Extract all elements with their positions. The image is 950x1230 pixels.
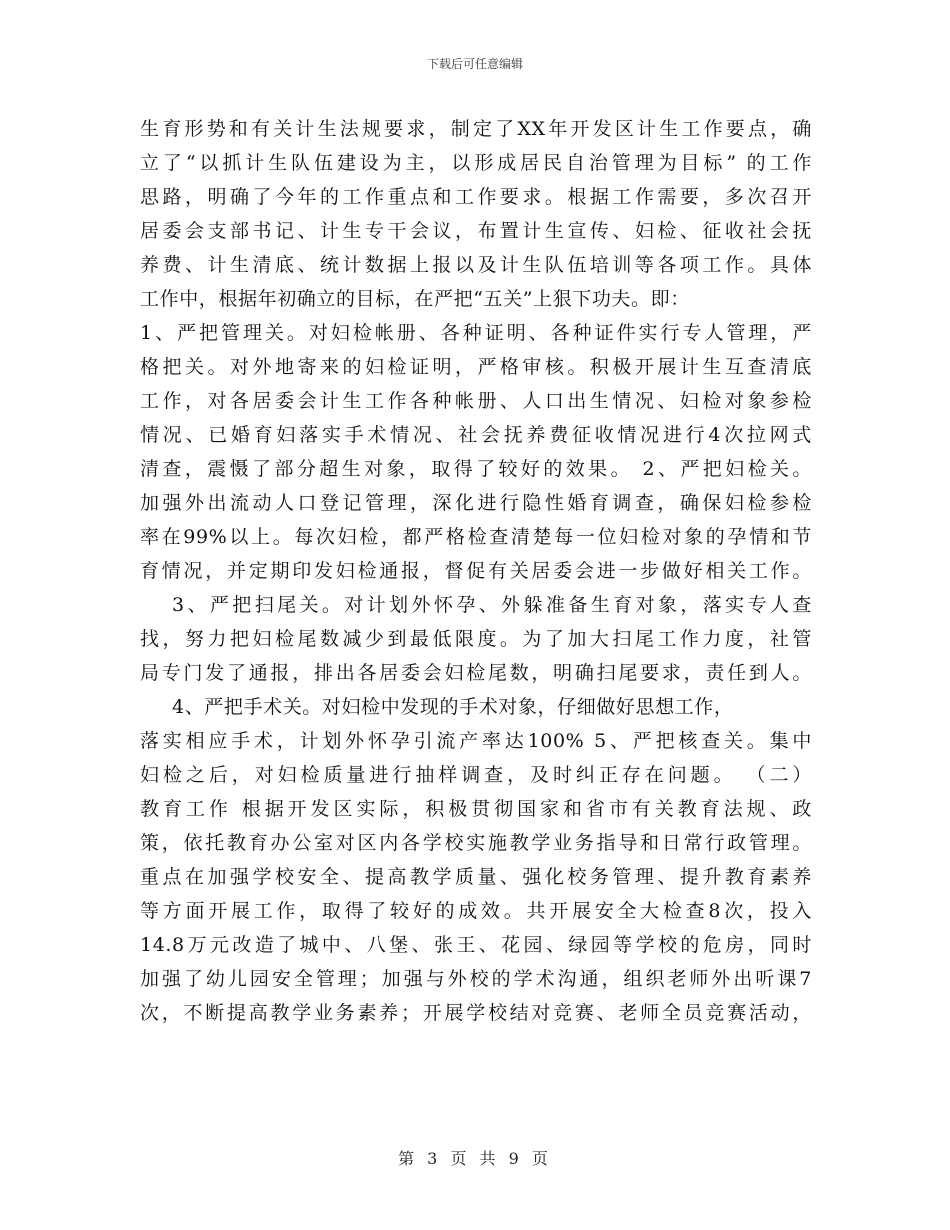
- body-line: 4、严把手术关。对妇检中发现的手术对象，仔细做好思想工作，: [172, 696, 734, 718]
- body-line: 3、严把扫尾关。对计划外怀孕、外躲准备生育对象，落实专人查: [172, 594, 812, 616]
- body-line: 加强了幼儿园安全管理；加强与外校的学术沟通，组织老师外出听课7: [140, 968, 812, 990]
- body-line: 落实相应手术，计划外怀孕引流产率达100% 5、严把核查关。集中: [140, 730, 812, 752]
- body-line: 等方面开展工作，取得了较好的成效。共开展安全大检查8次，投入: [140, 900, 812, 922]
- body-line: 率在99%以上。每次妇检，都严格检查清楚每一位妇检对象的孕情和节: [140, 526, 812, 548]
- body-line: 14.8万元改造了城中、八堡、张王、花园、绿园等学校的危房，同时: [140, 934, 812, 956]
- page-number: 第 3 页 共 9 页: [398, 1149, 552, 1168]
- body-line: 工作中，根据年初确立的目标，在严把“五关”上狠下功夫。即：: [140, 288, 690, 310]
- body-line: 养费、计生清底、统计数据上报以及计生队伍培训等各项工作。具体: [140, 254, 812, 276]
- body-line: 育情况，并定期印发妇检通报，督促有关居委会进一步做好相关工作。: [140, 560, 812, 582]
- body-line: 清查，震慑了部分超生对象，取得了较好的效果。 2、严把妇检关。: [140, 458, 812, 480]
- body-line: 教育工作 根据开发区实际，积极贯彻国家和省市有关教育法规、政: [140, 798, 812, 820]
- body-line: 重点在加强学校安全、提高教学质量、强化校务管理、提升教育素养: [140, 866, 812, 888]
- body-text: [140, 112, 812, 1030]
- body-line: 妇检之后，对妇检质量进行抽样调查，及时纠正存在问题。 （二）: [140, 764, 812, 786]
- body-line: 加强外出流动人口登记管理，深化进行隐性婚育调查，确保妇检参检: [140, 492, 812, 514]
- page-header-note: 下载后可任意编辑: [426, 57, 523, 71]
- body-line: 格把关。对外地寄来的妇检证明，严格审核。积极开展计生互查清底: [140, 356, 812, 378]
- body-line: 立了“以抓计生队伍建设为主，以形成居民自治管理为目标” 的工作: [140, 152, 812, 174]
- body-line: 1、严把管理关。对妇检帐册、各种证明、各种证件实行专人管理，严: [140, 322, 812, 344]
- body-line: 工作，对各居委会计生工作各种帐册、人口出生情况、妇检对象参检: [140, 390, 812, 412]
- body-line: 策，依托教育办公室对区内各学校实施教学业务指导和日常行政管理。: [140, 832, 812, 854]
- body-line: 生育形势和有关计生法规要求，制定了XX年开发区计生工作要点，确: [140, 118, 812, 140]
- body-line: 局专门发了通报，排出各居委会妇检尾数，明确扫尾要求，责任到人。: [140, 662, 812, 684]
- body-line: 情况、已婚育妇落实手术情况、社会抚养费征收情况进行4次拉网式: [140, 424, 812, 446]
- body-line: 次，不断提高教学业务素养；开展学校结对竞赛、老师全员竞赛活动，: [140, 1002, 812, 1024]
- body-line: 找，努力把妇检尾数减少到最低限度。为了加大扫尾工作力度，社管: [140, 628, 812, 650]
- body-line: 思路，明确了今年的工作重点和工作要求。根据工作需要，多次召开: [140, 186, 812, 208]
- body-line: 居委会支部书记、计生专干会议，布置计生宣传、妇检、征收社会抚: [140, 220, 812, 242]
